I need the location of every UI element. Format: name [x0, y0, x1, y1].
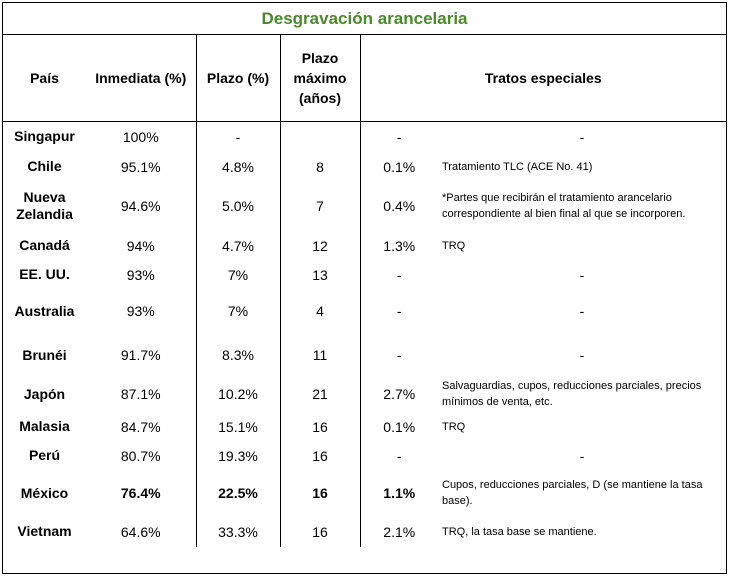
table-row — [3, 412, 726, 442]
cell-plazo: 4.8% — [196, 152, 280, 182]
cell-pais: Nueva Zelandia — [16, 189, 73, 222]
cell-pais: EE. UU. — [19, 266, 70, 282]
cell-plazo: 8.3% — [196, 334, 280, 377]
cell-anios: 4 — [280, 289, 360, 334]
cell-especial: 2.1% — [360, 517, 438, 547]
cell-especial: - — [360, 261, 438, 289]
cell-pais: Canadá — [19, 237, 70, 253]
cell-pais: Perú — [28, 447, 61, 463]
cell-plazo: 22.5% — [196, 470, 280, 517]
cell-nota: - — [579, 347, 585, 363]
cell-pais: Australia — [14, 302, 75, 319]
cell-inmediata: 87.1% — [120, 386, 161, 402]
cell-anios: 12 — [280, 231, 360, 261]
cell-especial: 0.4% — [360, 182, 438, 231]
cell-anios: 21 — [280, 377, 360, 412]
cell-especial: 1.1% — [360, 470, 438, 517]
cell-anios — [280, 122, 360, 152]
cell-nota: - — [579, 447, 585, 464]
table-row — [3, 442, 726, 470]
table-row — [3, 517, 726, 547]
cell-pais: México — [20, 484, 69, 501]
cell-pais: Brunéi — [22, 346, 67, 363]
cell-plazo: 33.3% — [196, 517, 280, 547]
table-title: Desgravación arancelaria — [3, 3, 726, 35]
table-row — [3, 377, 726, 412]
cell-nota: Salvaguardias, cupos, reducciones parciales, precios mínimos de venta, etc. — [442, 380, 702, 408]
cell-inmediata: 76.4% — [120, 485, 161, 501]
cell-nota: TRQ — [442, 420, 466, 433]
cell-nota: - — [579, 128, 585, 145]
cell-anios: 16 — [280, 470, 360, 517]
tariff-table — [3, 34, 726, 547]
cell-especial: 0.1% — [360, 412, 438, 442]
cell-plazo: 19.3% — [196, 442, 280, 470]
cell-especial: - — [360, 334, 438, 377]
cell-anios: 16 — [280, 442, 360, 470]
cell-inmediata: 95.1% — [120, 158, 161, 175]
cell-pais: Singapur — [14, 128, 75, 145]
table-row — [3, 261, 726, 289]
cell-nota: Cupos, reducciones parciales, D (se mantiene la tasa base). — [442, 479, 703, 507]
cell-inmediata: 94.6% — [120, 198, 161, 214]
header-plazo: Plazo (%) — [196, 34, 280, 122]
cell-inmediata: 84.7% — [120, 418, 161, 435]
cell-nota: TRQ, la tasa base se mantiene. — [442, 525, 597, 538]
cell-pais: Japón — [23, 385, 66, 402]
cell-plazo: 10.2% — [196, 377, 280, 412]
cell-nota: - — [579, 303, 585, 319]
cell-inmediata: 80.7% — [120, 447, 161, 464]
cell-inmediata: 64.6% — [120, 523, 161, 540]
header-plazo-maximo: Plazo máximo (años) — [280, 34, 360, 122]
cell-nota: *Partes que recibirán el tratamiento arancelario correspondiente al bien final al que se incorporen. — [442, 192, 686, 220]
cell-inmediata: 93% — [126, 266, 155, 283]
cell-nota: Tratamiento TLC (ACE No. 41) — [442, 160, 593, 173]
cell-especial: - — [360, 442, 438, 470]
cell-nota: TRQ — [442, 239, 466, 252]
cell-inmediata: 100% — [122, 128, 159, 145]
cell-anios: 8 — [280, 152, 360, 182]
cell-inmediata: 91.7% — [120, 347, 161, 363]
header-tratos-especiales: Tratos especiales — [360, 34, 726, 122]
cell-pais: Vietnam — [17, 523, 72, 539]
cell-especial: - — [360, 122, 438, 152]
table-row — [3, 289, 726, 334]
table-row — [3, 122, 726, 152]
cell-plazo: 7% — [196, 289, 280, 334]
table-row — [3, 334, 726, 377]
cell-plazo: 7% — [196, 261, 280, 289]
table-row — [3, 231, 726, 261]
cell-nota: - — [579, 266, 585, 283]
cell-plazo: 4.7% — [196, 231, 280, 261]
cell-pais: Malasia — [19, 418, 70, 434]
tariff-table-panel — [2, 2, 727, 574]
cell-anios: 16 — [280, 517, 360, 547]
cell-inmediata: 93% — [126, 303, 155, 319]
cell-plazo: 5.0% — [196, 182, 280, 231]
cell-inmediata: 94% — [126, 237, 155, 254]
table-row — [3, 470, 726, 517]
table-row — [3, 182, 726, 231]
cell-especial: 1.3% — [360, 231, 438, 261]
cell-anios: 7 — [280, 182, 360, 231]
cell-plazo: 15.1% — [196, 412, 280, 442]
cell-especial: - — [360, 289, 438, 334]
cell-pais: Chile — [27, 158, 62, 174]
header-row — [3, 34, 726, 122]
header-pais: País — [3, 34, 86, 122]
cell-anios: 13 — [280, 261, 360, 289]
table-row — [3, 152, 726, 182]
cell-anios: 16 — [280, 412, 360, 442]
cell-plazo: - — [196, 122, 280, 152]
cell-especial: 2.7% — [360, 377, 438, 412]
header-inmediata: Inmediata (%) — [86, 34, 196, 122]
cell-especial: 0.1% — [360, 152, 438, 182]
cell-anios: 11 — [280, 334, 360, 377]
